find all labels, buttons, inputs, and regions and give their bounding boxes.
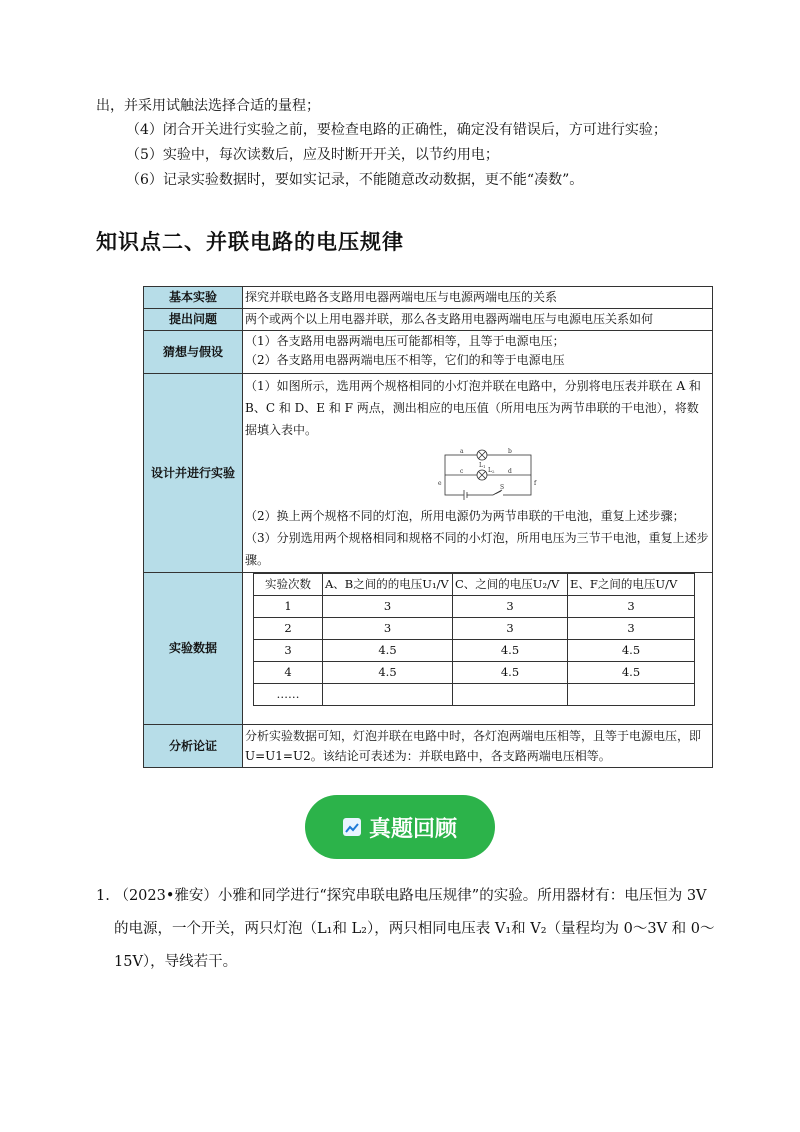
data-cell-value: ……: [254, 684, 323, 706]
data-cell-value: 4.5: [568, 640, 695, 662]
row-label-basic: 基本实验: [144, 287, 243, 309]
data-cell-value: 4.5: [323, 640, 453, 662]
intro-line: （4）闭合开关进行实验之前，要检查电路的正确性，确定没有错误后，方可进行实验；: [126, 122, 667, 138]
hypothesis-2: （2）各支路用电器两端电压不相等，它们的和等于电源电压: [245, 353, 565, 367]
data-header: A、B之间的的电压U₁/V: [323, 574, 453, 596]
design-step-2: （2）换上两个规格不同的灯泡，所用电源仍为两节串联的干电池，重复上述步骤；: [245, 509, 685, 523]
circuit-label-l2: L2: [488, 467, 495, 474]
circuit-label-c: c: [460, 468, 464, 475]
data-cell: [243, 573, 713, 725]
table-row: [254, 596, 695, 618]
section-title: 知识点二、并联电路的电压规律: [96, 230, 404, 254]
design-cell: [243, 374, 713, 573]
data-cell-value: 3: [254, 640, 323, 662]
row-label-question: 提出问题: [144, 309, 243, 331]
data-cell-value: [323, 684, 453, 706]
data-cell-value: [453, 684, 568, 706]
design-step-1: （1）如图所示，选用两个规格相同的小灯泡并联在电路中，分别将电压表并联在 A 和 B、C 和 D、E 和 F 两点，测出相应的电压值（所用电压为两节串联的干电池），将数据填入表中。: [245, 379, 701, 437]
intro-line: （5）实验中，每次读数后，应及时断开开关，以节约用电；: [126, 147, 499, 163]
data-header: C、之间的电压U₂/V: [453, 574, 568, 596]
question-line-1: 1. （2023•雅安）小雅和同学进行“探究串联电路电压规律”的实验。所用器材有：电压恒为 3V: [96, 888, 707, 904]
circuit-label-a: a: [460, 448, 464, 455]
chart-icon: [343, 818, 361, 836]
data-cell-value: 3: [453, 596, 568, 618]
row-label-design: 设计并进行实验: [144, 374, 243, 573]
table-row: [254, 640, 695, 662]
badge-label: 真题回顾: [368, 816, 457, 842]
data-cell-value: 4.5: [453, 662, 568, 684]
circuit-label-e: e: [438, 480, 442, 487]
question-line-2: 的电源，一个开关，两只灯泡（L₁和 L₂），两只相同电压表 V₁和 V₂（量程均为 0～3V 和 0～: [114, 921, 715, 937]
circuit-label-b: b: [508, 448, 512, 455]
data-cell-value: 4.5: [453, 640, 568, 662]
data-cell-value: 3: [323, 618, 453, 640]
data-cell-value: 3: [568, 596, 695, 618]
data-cell-value: 3: [453, 618, 568, 640]
hypothesis-1: （1）各支路用电器两端电压可能都相等，且等于电源电压；: [245, 334, 565, 348]
analysis-text: 分析实验数据可知，灯泡并联在电路中时，各灯泡两端电压相等，且等于电源电压，即U=U1=U2。该结论可表述为：并联电路中，各支路两端电压相等。: [243, 725, 713, 768]
circuit-label-f: f: [534, 480, 537, 487]
row-label-analysis: 分析论证: [144, 725, 243, 768]
data-cell-value: 4: [254, 662, 323, 684]
circuit-diagram: [435, 443, 545, 505]
intro-line: 出，并采用试触法选择合适的量程；: [96, 98, 320, 114]
hypothesis-cell: [243, 331, 713, 374]
question-text: 两个或两个以上用电器并联，那么各支路用电器两端电压与电源电压关系如何: [243, 309, 713, 331]
data-cell-value: 3: [568, 618, 695, 640]
data-cell-value: 3: [323, 596, 453, 618]
row-label-hypothesis: 猜想与假设: [144, 331, 243, 374]
data-table: [253, 573, 695, 706]
circuit-label-d: d: [508, 468, 512, 475]
table-row: [254, 618, 695, 640]
intro-line: （6）记录实验数据时，要如实记录，不能随意改动数据，更不能“凑数”。: [126, 172, 584, 188]
data-header: 实验次数: [254, 574, 323, 596]
data-header: E、F之间的电压U/V: [568, 574, 695, 596]
data-cell-value: 4.5: [323, 662, 453, 684]
circuit-label-l1: L1: [479, 462, 486, 469]
data-cell-value: [568, 684, 695, 706]
table-row: [254, 662, 695, 684]
basic-text: 探究并联电路各支路用电器两端电压与电源两端电压的关系: [243, 287, 713, 309]
question-line-3: 15V），导线若干。: [114, 954, 238, 970]
circuit-label-s: S: [500, 484, 505, 491]
section-badge: [305, 795, 495, 859]
experiment-table: [143, 286, 713, 768]
table-row: [254, 684, 695, 706]
data-cell-value: 2: [254, 618, 323, 640]
design-step-3: （3）分别选用两个规格相同和规格不同的小灯泡，所用电压为三节干电池，重复上述步骤。: [245, 531, 709, 567]
row-label-data: 实验数据: [144, 573, 243, 725]
data-cell-value: 1: [254, 596, 323, 618]
data-cell-value: 4.5: [568, 662, 695, 684]
